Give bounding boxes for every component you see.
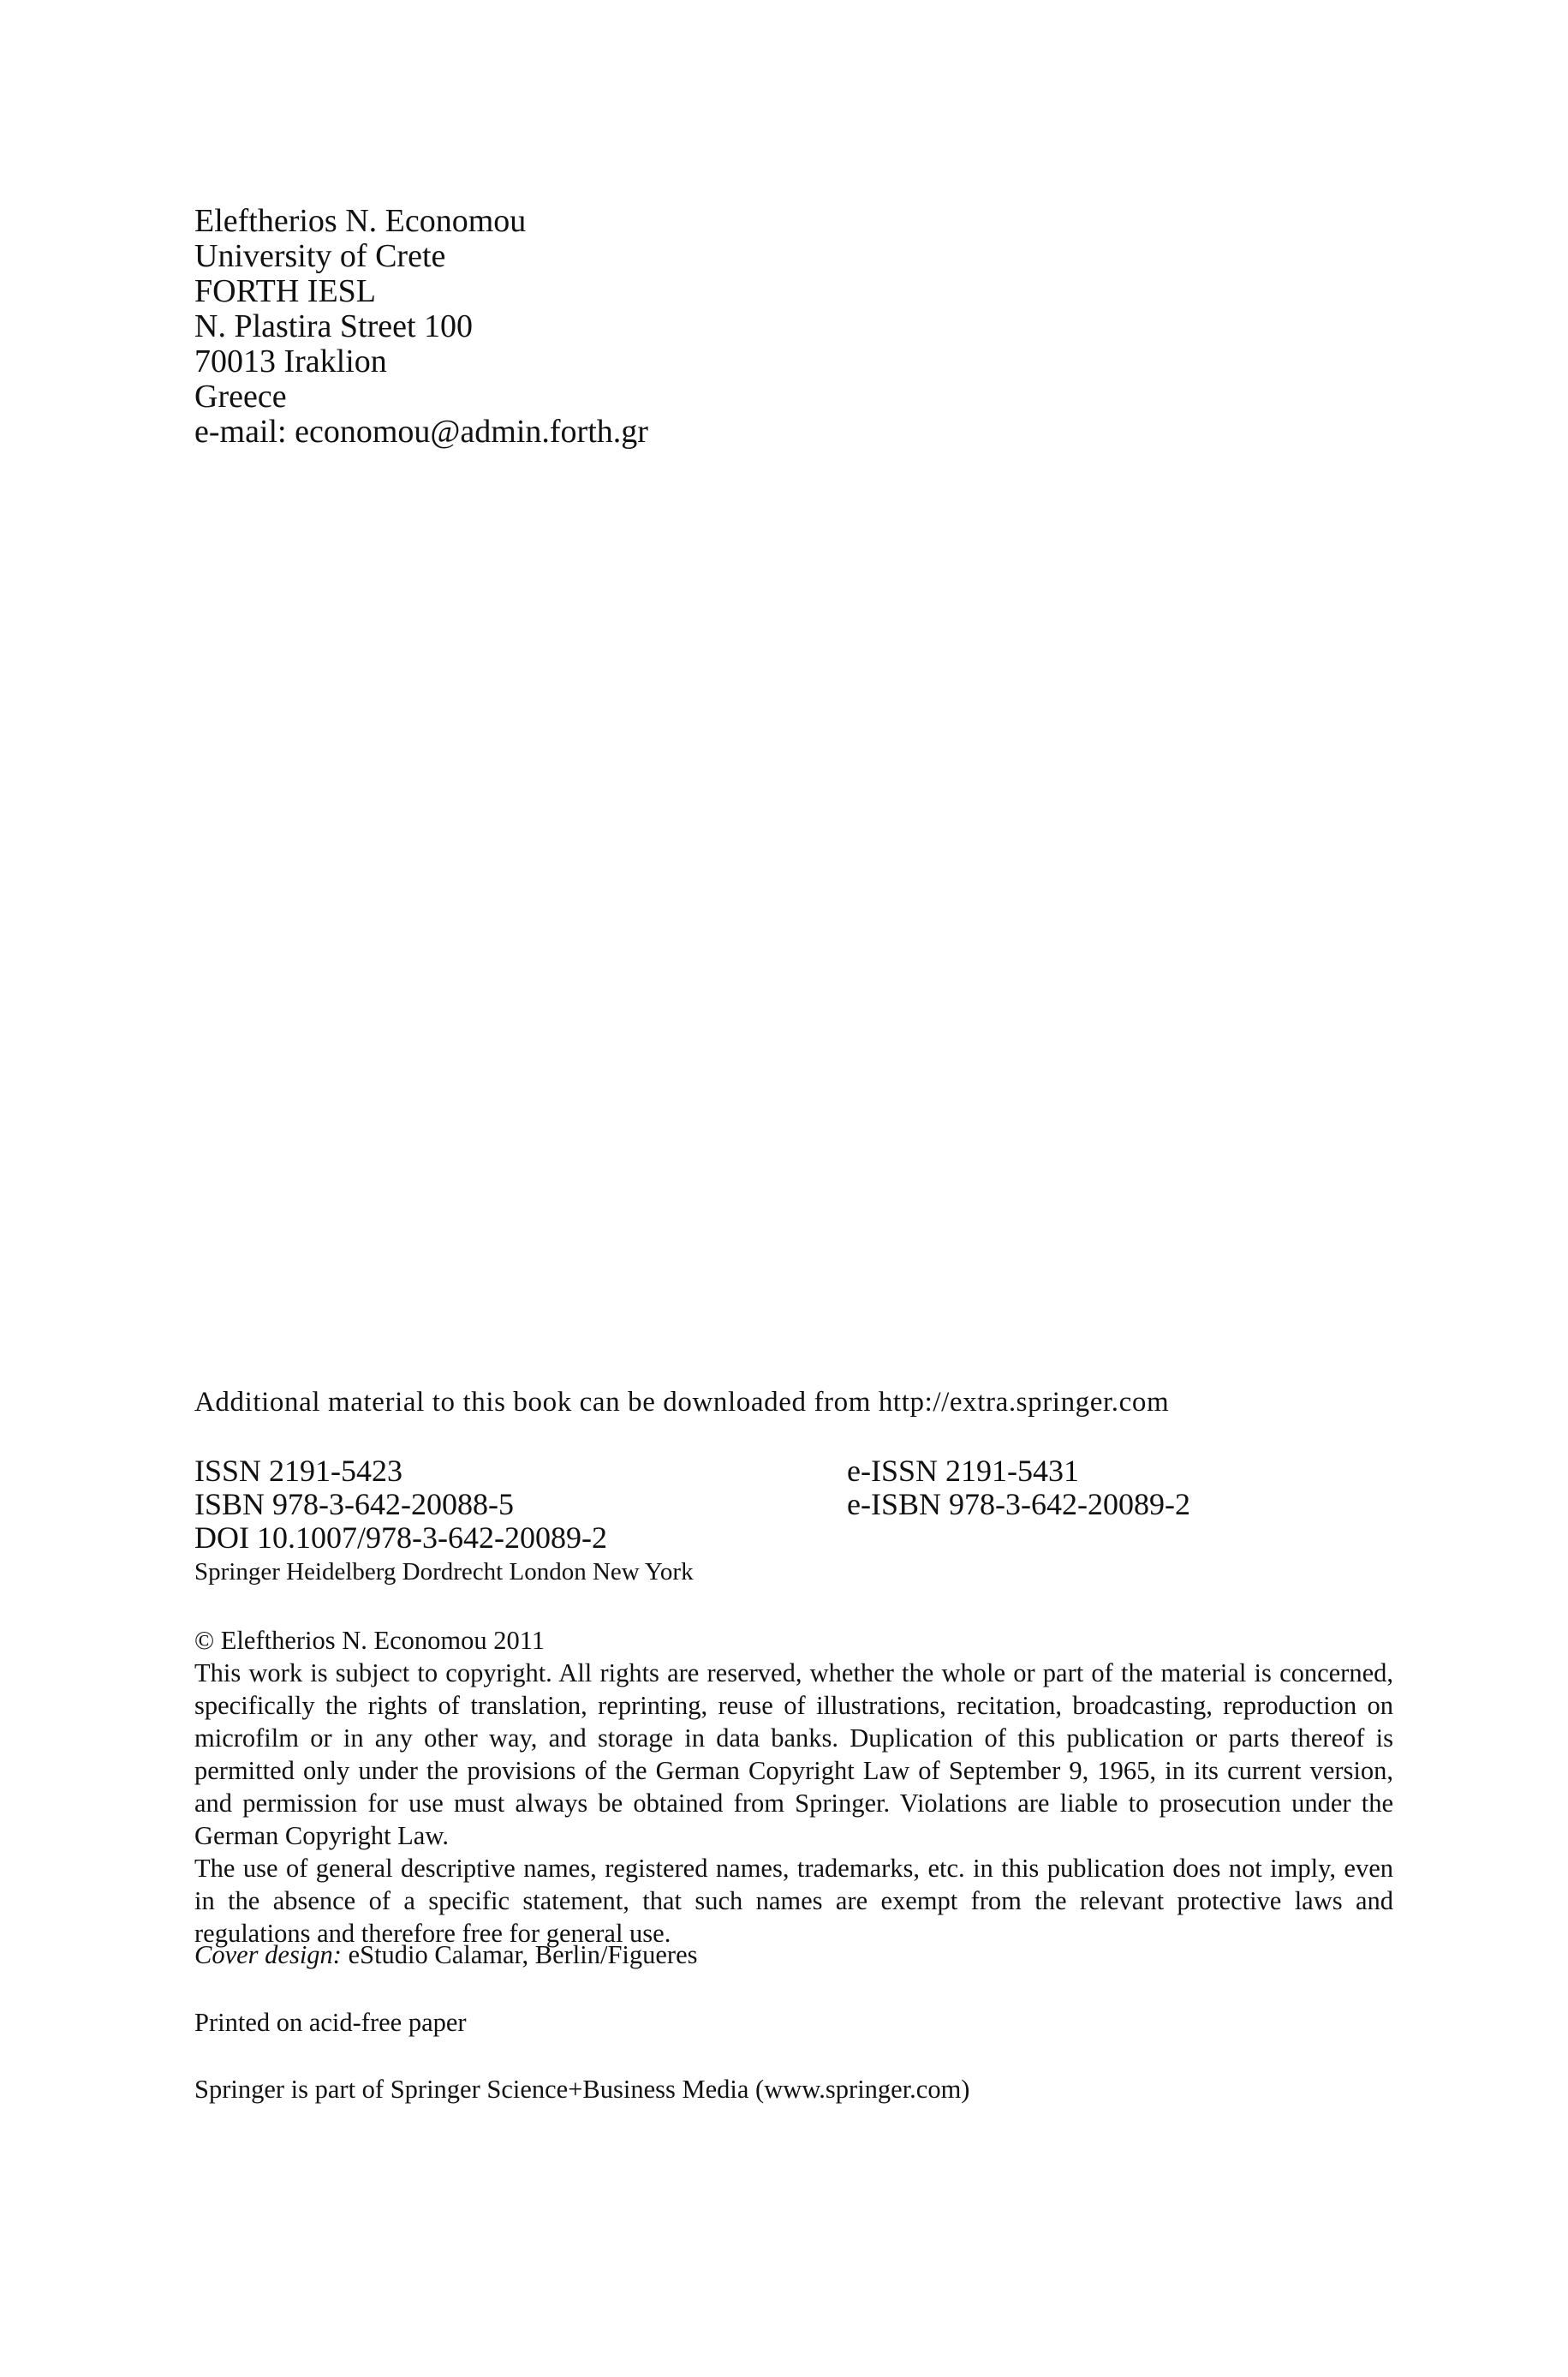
- address-line: FORTH IESL: [194, 273, 377, 309]
- issn-row: [194, 1454, 1393, 1488]
- isbn-row: [194, 1488, 1393, 1521]
- author-address: [194, 204, 648, 450]
- address-line: N. Plastira Street 100: [194, 308, 474, 344]
- e-isbn: e-ISBN 978-3-642-20089-2: [847, 1487, 1190, 1521]
- publisher-locations: Springer Heidelberg Dordrecht London New York: [194, 1558, 694, 1586]
- e-issn: e-ISSN 2191-5431: [847, 1454, 1079, 1488]
- address-line: 70013 Iraklion: [194, 343, 387, 379]
- isbn: ISBN 978-3-642-20088-5: [194, 1487, 514, 1521]
- issn: ISSN 2191-5423: [194, 1454, 403, 1488]
- address-line: University of Crete: [194, 238, 446, 274]
- author-email: e-mail: economou@admin.forth.gr: [194, 414, 648, 450]
- address-line: Greece: [194, 379, 287, 415]
- copyright-holder: © Eleftherios N. Economou 2011: [194, 1626, 546, 1655]
- author-name: Eleftherios N. Economou: [194, 203, 527, 239]
- additional-material-note: Additional material to this book can be downloaded from http://extra.springer.com: [194, 1387, 1170, 1418]
- cover-design-line: [194, 1938, 698, 1971]
- springer-note: Springer is part of Springer Science+Business Media (www.springer.com): [194, 2075, 970, 2104]
- trademark-paragraph: The use of general descriptive names, registered names, trademarks, etc. in this publication does not imply, even in the absence of a specific statement, that such names are exempt from the relevant protective laws and regulations and therefore free for general use.: [194, 1854, 1393, 1948]
- printed-note: Printed on acid-free paper: [194, 2008, 467, 2037]
- identifiers-block: [194, 1454, 1393, 1589]
- copyright-block: [194, 1624, 1393, 1950]
- doi: DOI 10.1007/978-3-642-20089-2: [194, 1520, 607, 1555]
- copyright-paragraph: This work is subject to copyright. All rights are reserved, whether the whole or part of the material is concerned, specifically the rights of translation, reprinting, reuse of illustrations, recitation, broadcasting, reproduction on microfilm or in any other way, and storage in data banks. Duplication of this publication or parts thereof is permitted only under the provisions of the German Copyright Law of September 9, 1965, in its current version, and permission for use must always be obtained from Springer. Violations are liable to prosecution under the German Copyright Law.: [194, 1658, 1393, 1850]
- cover-design-label: Cover design:: [194, 1940, 342, 1969]
- cover-design-value: eStudio Calamar, Berlin/Figueres: [348, 1940, 698, 1969]
